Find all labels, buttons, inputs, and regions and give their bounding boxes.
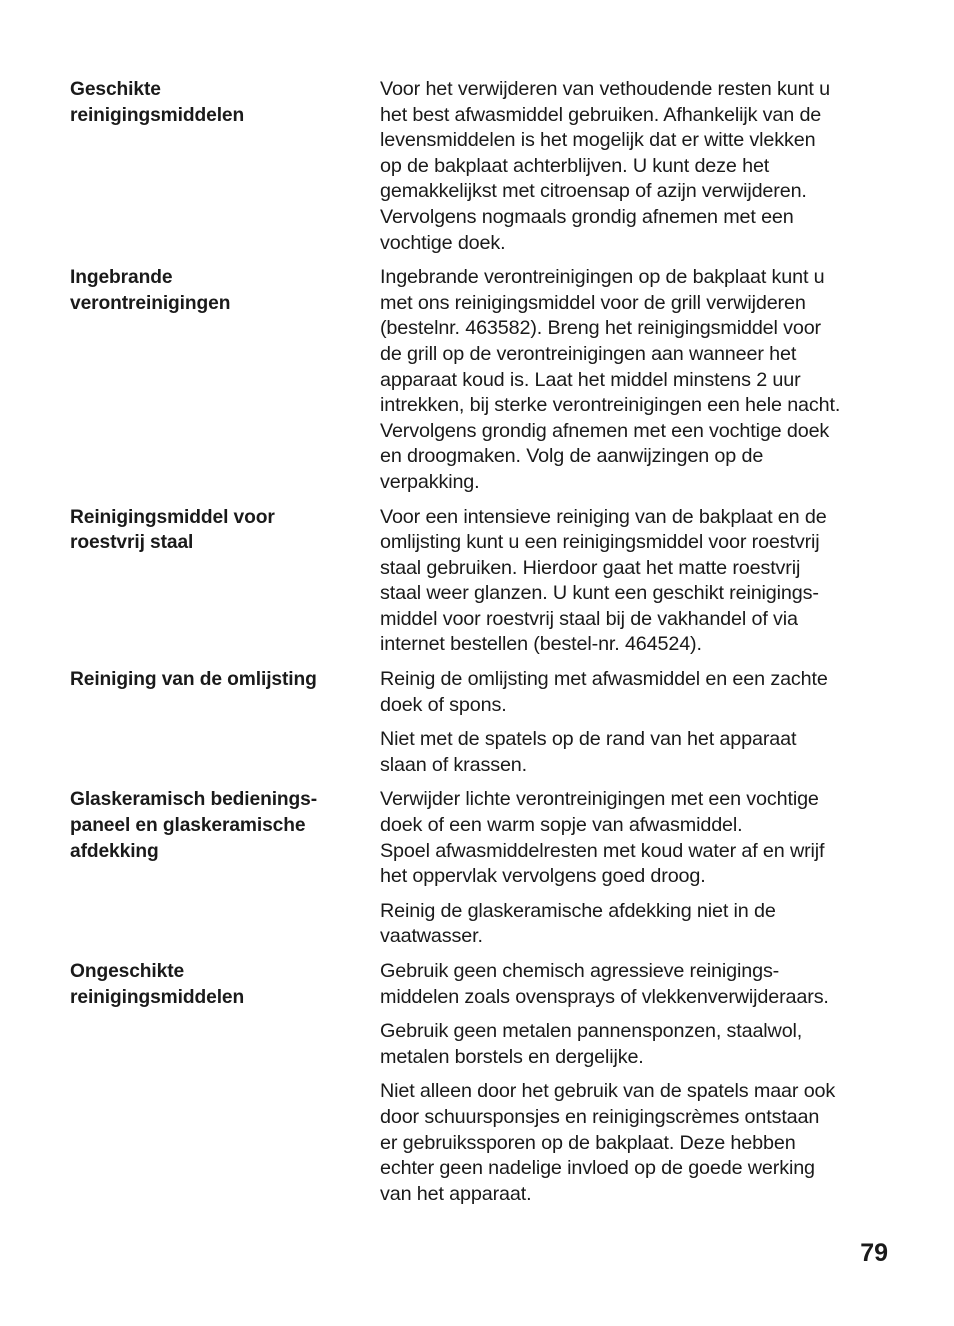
paragraph: Niet alleen door het gebruik van de spatels maar ook door schuursponsjes en reinigingscrèmes ontstaan er gebruikssporen op de bakplaat. Deze hebben echter geen nadelige invloed op de goede werking van het apparaat. <box>380 1080 836 1205</box>
section-burnt-dirt <box>70 265 890 495</box>
section-body <box>380 505 890 659</box>
section-body <box>380 265 890 495</box>
paragraph: Gebruik geen metalen pannensponzen, staalwol, metalen borstels en dergelijke. <box>380 1020 803 1068</box>
section-frame-cleaning <box>70 667 890 778</box>
paragraph: Voor het verwijderen van vethoudende resten kunt u het best afwasmiddel gebruiken. Afhankelijk van de levensmiddelen is het mogelijk dat er witte vlekken op de bakplaat achterblijven. U kunt deze het gemakkelijkst met citroensap of azijn verwijderen. Vervolgens nogmaals grondig afnemen met een vochtige doek. <box>380 78 830 254</box>
paragraph: Voor een intensieve reiniging van de bakplaat en de omlijsting kunt u een reinigingsmiddel voor roestvrij staal gebruiken. Hierdoor gaat het matte roestvrij staal weer glanzen. U kunt een geschikt reinigings- middel voor roestvrij staal bij de vakhandel of via internet bestellen (bestel-nr. 464524). <box>380 505 827 656</box>
cleaning-sections <box>70 77 890 1216</box>
section-body <box>380 77 890 256</box>
paragraph: Niet met de spatels op de rand van het apparaat slaan of krassen. <box>380 728 797 776</box>
paragraph: Verwijder lichte verontreinigingen met een vochtige doek of een warm sopje van afwasmiddel. Spoel afwasmiddelresten met koud water af en wrijf het oppervlak vervolgens goed droog. <box>380 788 825 888</box>
section-suitable-cleaners <box>70 77 890 256</box>
section-glass-ceramic-panel <box>70 787 890 950</box>
section-heading: Ingebrande verontreinigingen <box>70 267 231 314</box>
section-body <box>380 787 890 950</box>
section-stainless-steel-cleaner <box>70 505 890 659</box>
paragraph: Reinig de glaskeramische afdekking niet in de vaatwasser. <box>380 899 776 948</box>
paragraph: Gebruik geen chemisch agressieve reinigings- middelen zoals ovensprays of vlekkenverwijderaars. <box>380 960 829 1008</box>
section-heading: Glaskeramisch bedienings- paneel en glaskeramische afdekking <box>70 789 318 862</box>
section-body <box>380 667 890 778</box>
paragraph: Ingebrande verontreinigingen op de bakplaat kunt u met ons reinigingsmiddel voor de grill verwijderen (bestelnr. 463582). Breng het reinigingsmiddel voor de grill op de verontreinigingen aan wanneer het apparaat koud is. Laat het middel minstens 2 uur intrekken, bij sterke verontreinigingen een hele nacht. Vervolgens grondig afnemen met een vochtige doek en droogmaken. Volg de aanwijzingen op de verpakking. <box>380 266 841 493</box>
section-heading: Ongeschikte reinigingsmiddelen <box>70 961 245 1008</box>
section-heading: Reiniging van de omlijsting <box>70 669 317 691</box>
section-unsuitable-cleaners <box>70 959 890 1207</box>
paragraph: Reinig de omlijsting met afwasmiddel en een zachte doek of spons. <box>380 668 828 716</box>
section-heading: Geschikte reinigingsmiddelen <box>70 79 245 126</box>
section-body <box>380 959 890 1207</box>
section-heading: Reinigingsmiddel voor roestvrij staal <box>70 506 275 554</box>
page-number: 79 <box>860 1239 888 1267</box>
